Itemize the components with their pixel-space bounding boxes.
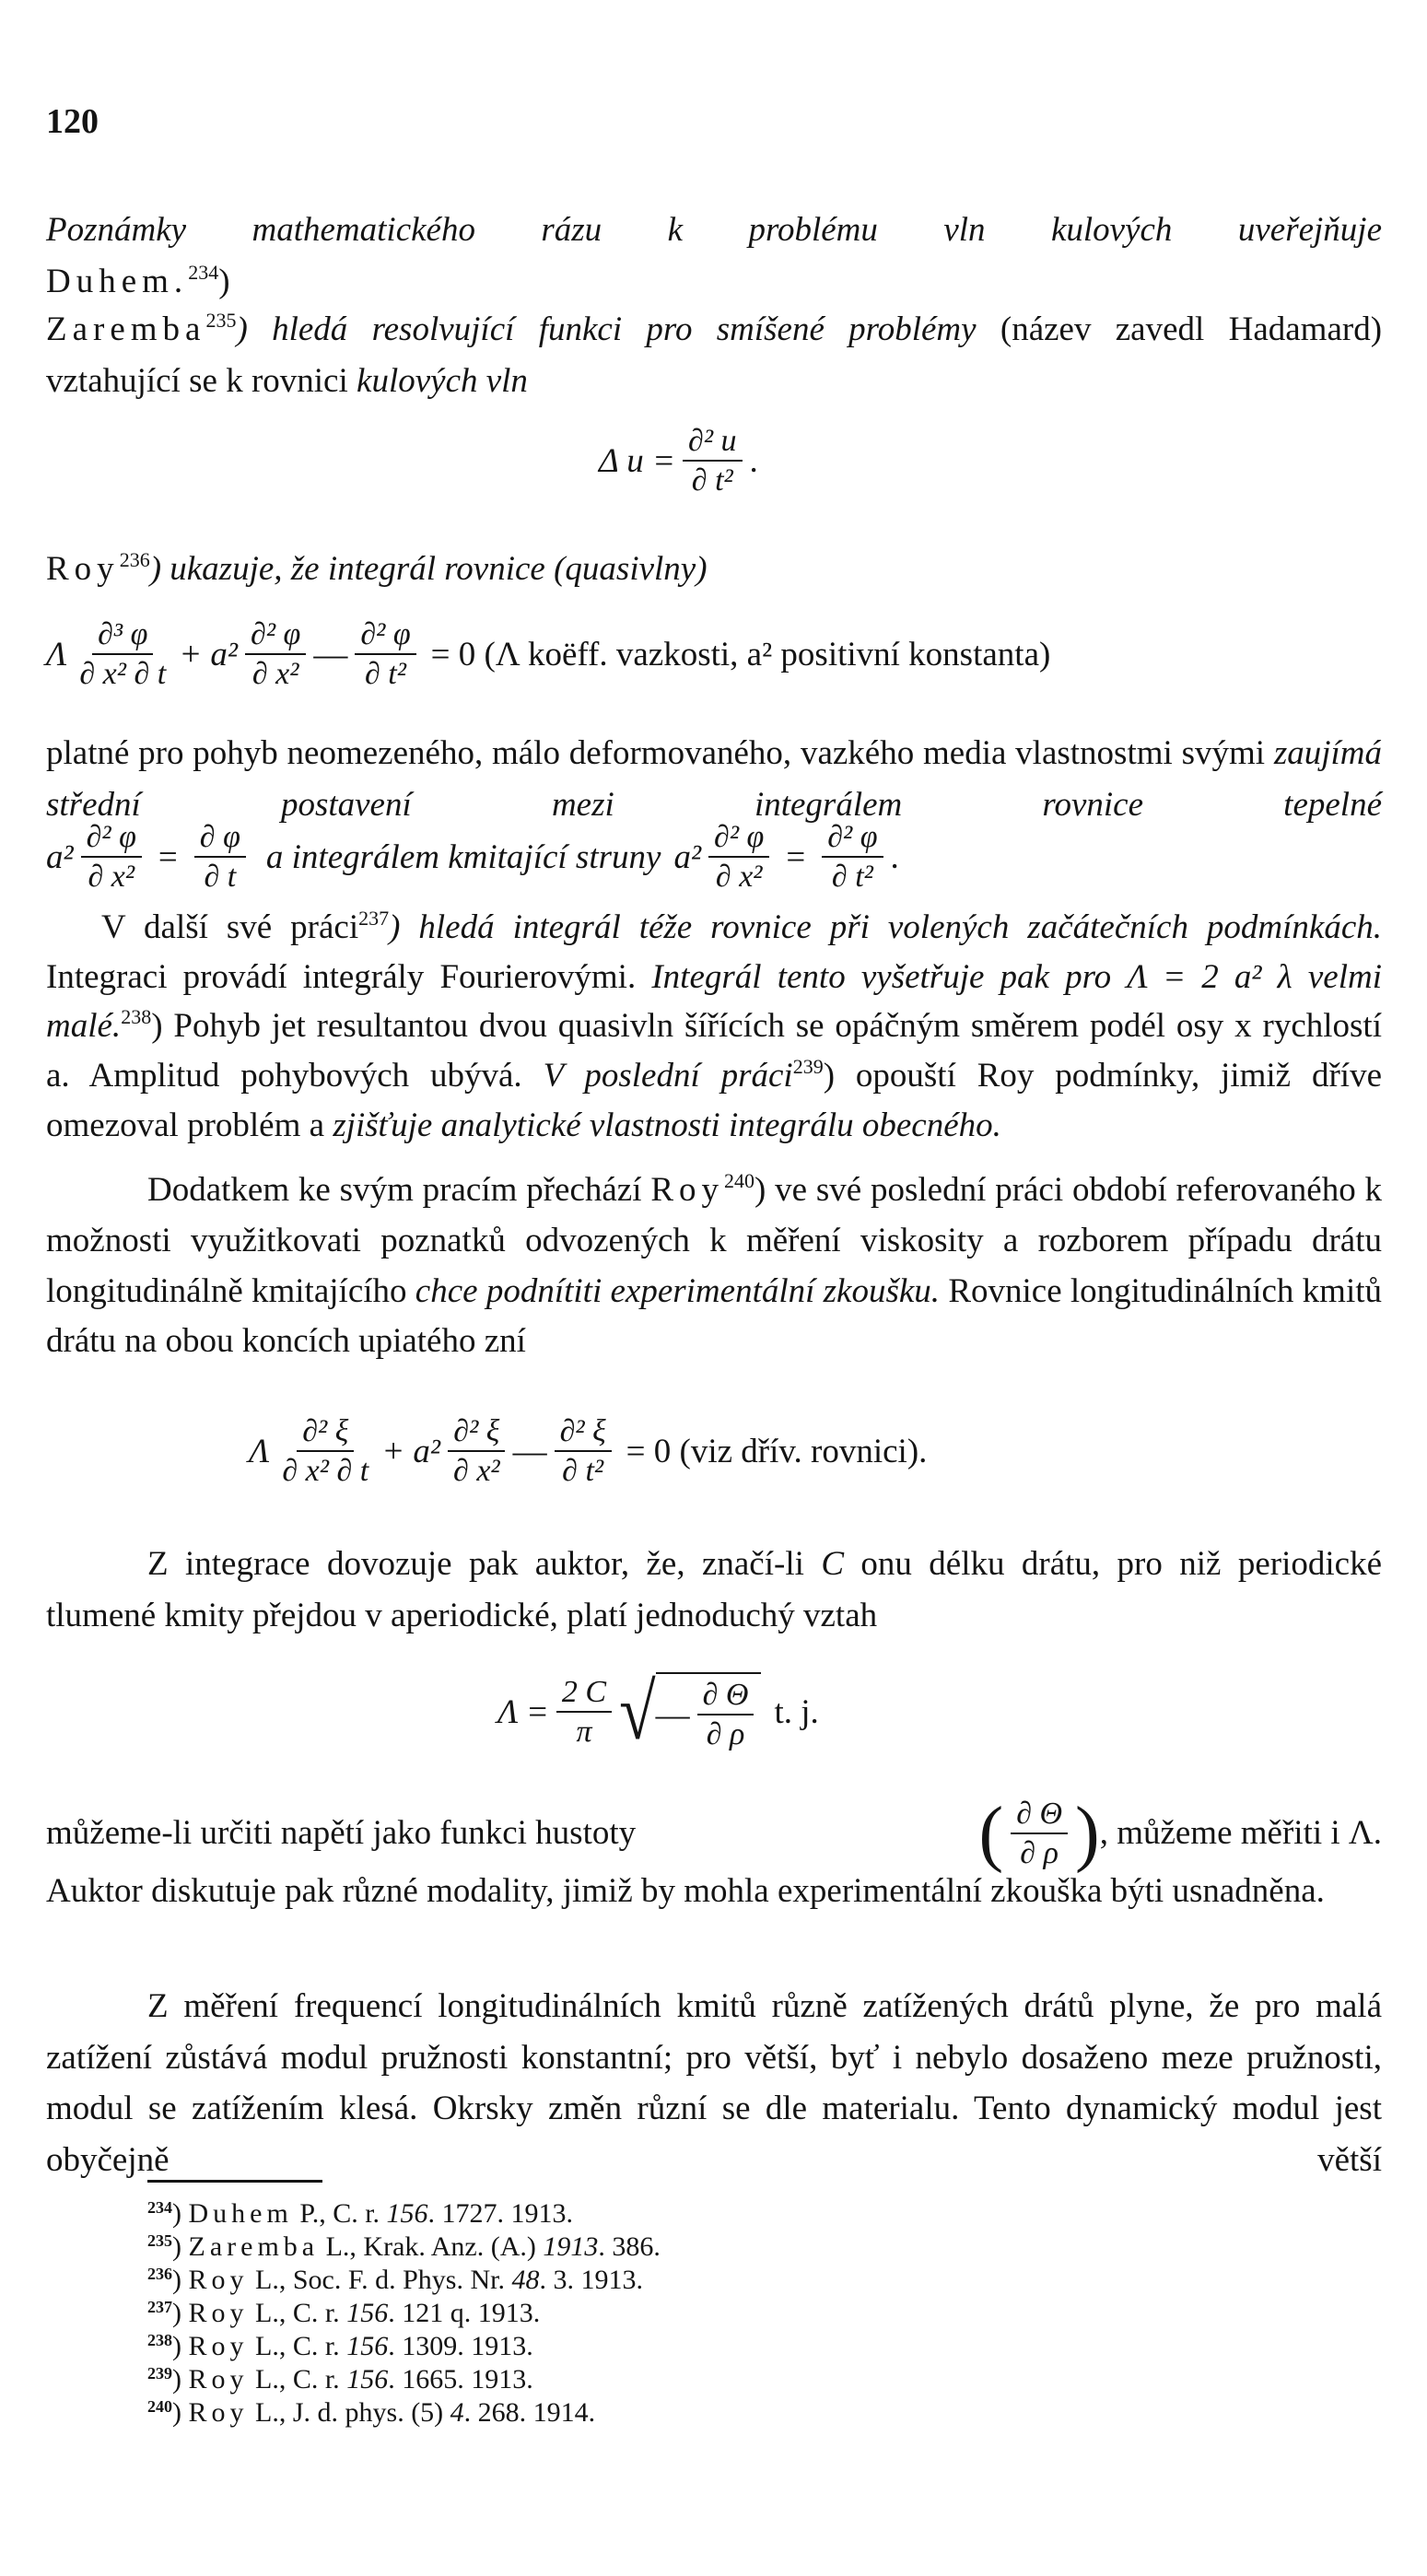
- equation-longitudinal: Λ $\frac{\text{∂² ξ}}{\text{∂ x² ∂ t}}$ + a² $\frac{\text{∂² ξ}}{\text{∂ x²}}$ — $\frac{\text{∂² ξ}}{\text{∂ t²}}$ = 0 (viz dřív. rovnici).: [249, 1414, 928, 1489]
- equation-lambda: Λ = $\frac{2 C}{\pi}$ √ — $\frac{\partial \Theta}{\partial \rho}$ t. j.: [497, 1668, 819, 1757]
- footnote-235: $^{235}$) Zaremba L., Krak. Anz. (A.) 1913. 386.: [147, 2231, 661, 2262]
- p2-author: Zaremba: [46, 310, 206, 348]
- paragraph-roy-intro: Roy$^{236}$) ukazuje, že integrál rovnice (quasivlny): [46, 548, 708, 588]
- p1-italic: Poznámky mathematického rázu k problému vln kulových uveřejňuje: [46, 211, 1382, 249]
- paragraph-roy-works: V další své práci$^{237}$) hledá integrál téže rovnice při volených začátečních podmínkách. Integraci provádí integrály Fourierovými. Integrál tento vyšetřuje pak pro Λ = 2 a² λ velmi malé.$^{238}$) Pohyb jet resultantou dvou quasivln šířících se opáčným směrem podél osy x rychlostí a. Amplitud pohybových ubývá. V poslední práci$^{239}$) opouští Roy podmínky, jimiž dříve omezoval problém a zjišťuje analytické vlastnosti integrálu obecného.: [46, 907, 1383, 1144]
- square-root: √ — $\frac{\partial \Theta}{\partial \rho}$: [619, 1672, 761, 1752]
- paragraph-integration: Z integrace dovozuje pak auktor, že, značí-li C onu délku drátu, pro niž periodické tlumené kmity přejdou v aperiodické, platí jednoduchý vztah: [46, 1545, 1383, 1634]
- footnote-236: $^{236}$) Roy L., Soc. F. d. Phys. Nr. 48. 3. 1913.: [147, 2265, 643, 2295]
- footnote-234: $^{234}$) Duhem P., C. r. 156. 1727. 1913.: [147, 2198, 574, 2229]
- equation-quasiwave: Λ $\frac{\text{∂³ φ}}{\text{∂ x² ∂ t}}$ + a² $\frac{\text{∂² φ}}{\text{∂ x²}}$ — $\frac{\text{∂² φ}}{\text{∂ t²}}$ = 0 (Λ koëff. vazkosti, a² positivní konstanta): [46, 617, 1051, 692]
- paragraph-viscosity: Dodatkem ke svým pracím přechází Roy$^{240}$) ve své poslední práci období referovaného k možnosti využitkovati poznatků odvozených k měření viskosity a rozborem případu drátu longitudinálně kmitajícího chce podnítiti experimentální zkoušku. Rovnice longitudinálních kmitů drátu na obou koncích upiatého zní: [46, 1169, 1383, 1361]
- paragraph-zaremba: Zaremba$^{235}$) hledá resolvující funkci pro smíšené problémy (název zavedl Hadamard) vztahující se k rovnici kulových vln: [46, 309, 1383, 400]
- p1-ref: 234: [188, 260, 219, 284]
- equation-heat-string: a² $\frac{\text{∂² φ}}{\text{∂ x²}}$ = $\frac{\partial \varphi}{\partial t}$ a integrálem kmitající struny a² $\frac{\text{∂² φ}}{\text{∂ x²}}$ = $\frac{\text{∂² φ}}{\text{∂ t²}}$ .: [46, 820, 899, 895]
- fraction: $\frac{\text{∂² u}}{\text{∂ t²}}$: [683, 424, 743, 498]
- p2-ref: 235: [205, 309, 237, 332]
- page-number: 120: [46, 102, 99, 141]
- footnote-237: $^{237}$) Roy L., C. r. 156. 121 q. 1913.: [147, 2298, 541, 2328]
- p1-author: Duhem.: [46, 262, 189, 300]
- equation-wave: Δ u = $\frac{\text{∂² u}}{\text{∂ t²}}$ .: [599, 424, 758, 498]
- footnote-240: $^{240}$) Roy L., J. d. phys. (5) 4. 268. 1914.: [147, 2397, 596, 2428]
- paragraph-properties: platné pro pohyb neomezeného, málo deformovaného, vazkého media vlastnostmi svými zaujímá střední postavení mezi integrálem rovnice tepelné: [46, 734, 1382, 824]
- paragraph-frequency: Z měření frequencí longitudinálních kmitů různě zatížených drátů plyne, že pro malá zatížení zůstává modul pružnosti konstantní; pro větší, byť i nebylo dosaženo meze pružnosti, modul se zatížením klesá. Okrsky změn různí se dle materialu. Tento dynamický modul jest obyčejně větší: [46, 1987, 1382, 2179]
- footnote-rule: [147, 2180, 322, 2183]
- paragraph-duhem: Poznámky mathematického rázu k problému vln kulových uveřejňuje Duhem.$^{234}$): [46, 211, 1382, 300]
- footnote-238: $^{238}$) Roy L., C. r. 156. 1309. 1913.: [147, 2331, 533, 2361]
- footnote-239: $^{239}$) Roy L., C. r. 156. 1665. 1913.: [147, 2364, 533, 2395]
- paragraph-density: můžeme-li určiti napětí jako funkci hustoty ( $\frac{\partial \Theta}{\partial \rho}$ ) , můžeme měřiti i Λ. Auktor diskutuje pak různé modality, jimiž by mohla experimentální zkouška býti usnadněna.: [46, 1793, 1382, 1910]
